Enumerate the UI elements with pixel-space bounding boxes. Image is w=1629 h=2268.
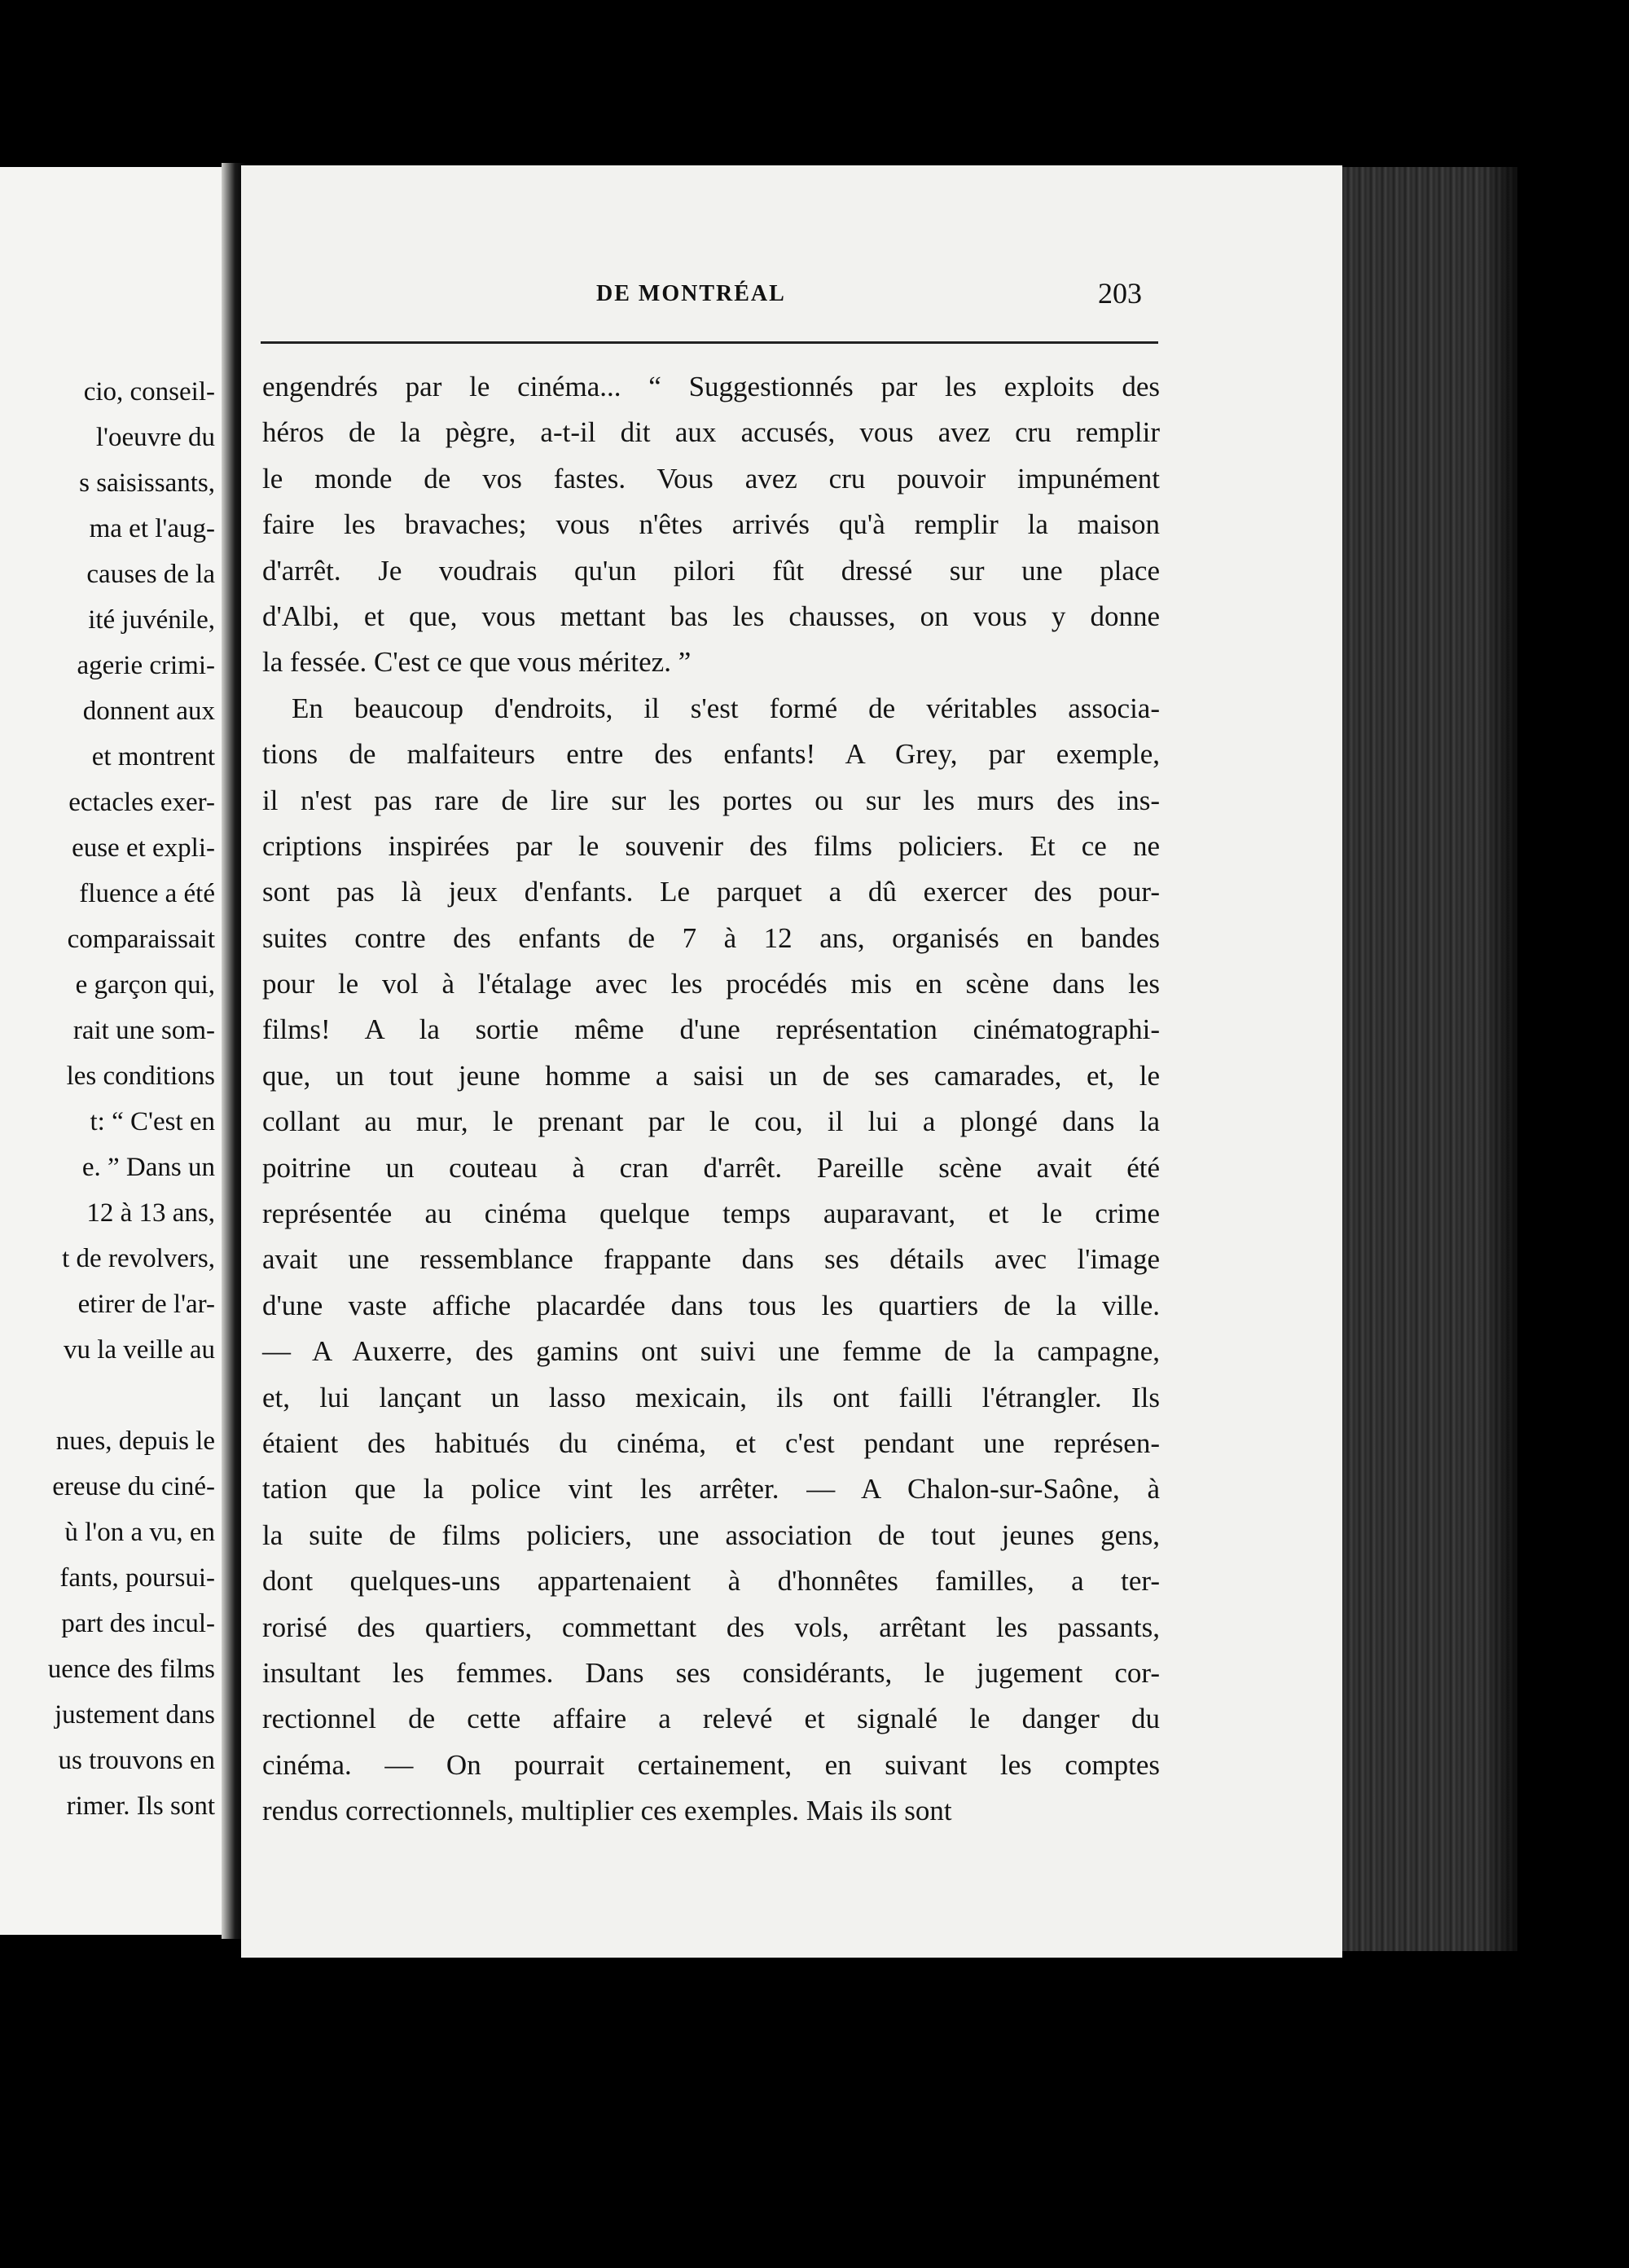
- body-line: le monde de vos fastes. Vous avez cru pouvoir impunément: [262, 462, 1160, 494]
- body-line: faire les bravaches; vous n'êtes arrivés qu'à remplir la maison: [262, 508, 1160, 541]
- body-line: engendrés par le cinéma... “ Suggestionnés par les exploits des: [262, 371, 1160, 402]
- body-line: la suite de films policiers, une association de tout jeunes gens,: [262, 1519, 1160, 1551]
- body-line: que, un tout jeune homme a saisi un de ses camarades, et, le: [262, 1059, 1160, 1092]
- left-line: s saisissants,: [79, 468, 215, 498]
- left-line: fluence a été: [79, 879, 215, 908]
- body-line: rorisé des quartiers, commettant des vols, arrêtant les passants,: [262, 1611, 1160, 1643]
- left-line: l'oeuvre du: [95, 423, 215, 452]
- body-line: En beaucoup d'endroits, il s'est formé de véritables associa-: [292, 692, 1160, 724]
- left-line: et montrent: [91, 742, 215, 771]
- page-edges-shadow: [1482, 163, 1531, 1955]
- left-line: etirer de l'ar-: [77, 1290, 215, 1319]
- left-line: ité juvénile,: [88, 605, 215, 635]
- body-line: tions de malfaiteurs entre des enfants! A Grey, par exemple,: [262, 738, 1160, 771]
- body-line: la fessée. C'est ce que vous méritez. ”: [262, 646, 692, 679]
- left-line: cio, conseil-: [83, 377, 215, 407]
- left-line: agerie crimi-: [77, 651, 215, 680]
- left-line: ereuse du ciné-: [52, 1472, 215, 1501]
- body-line: d'une vaste affiche placardée dans tous les quartiers de la ville.: [262, 1289, 1160, 1321]
- left-line: rimer. Ils sont: [66, 1791, 215, 1821]
- left-line-blank: [48, 1373, 215, 1418]
- body-line: collant au mur, le prenant par le cou, il lui a plongé dans la: [262, 1105, 1160, 1138]
- left-line: ù l'on a vu, en: [64, 1518, 215, 1547]
- left-line: t de revolvers,: [62, 1244, 215, 1273]
- left-line: donnent aux: [82, 697, 215, 726]
- body-line: cinéma. — On pourrait certainement, en suivant les comptes: [262, 1748, 1160, 1781]
- running-head: [241, 277, 1342, 314]
- left-line: ma et l'aug-: [89, 514, 215, 543]
- page-body-text: [262, 364, 1160, 1835]
- left-line: les conditions: [66, 1061, 215, 1091]
- body-line: rectionnel de cette affaire a relevé et signalé le danger du: [262, 1703, 1160, 1735]
- page-number: 203: [1098, 277, 1142, 310]
- body-line: criptions inspirées par le souvenir des films policiers. Et ce ne: [262, 829, 1160, 862]
- body-line: pour le vol à l'étalage avec les procédés mis en scène dans les: [262, 968, 1160, 1000]
- running-title: DE MONTRÉAL: [596, 281, 786, 306]
- left-line: e garçon qui,: [75, 970, 215, 1000]
- body-line: et, lui lançant un lasso mexicain, ils ont failli l'étrangler. Ils: [262, 1381, 1160, 1413]
- body-line: représentée au cinéma quelque temps auparavant, et le crime: [262, 1198, 1160, 1230]
- left-line: rait une som-: [72, 1016, 215, 1045]
- left-line: nues, depuis le: [55, 1426, 215, 1456]
- body-line: héros de la pègre, a-t-il dit aux accusés, vous avez cru remplir: [262, 416, 1160, 449]
- left-page: [0, 167, 236, 1935]
- header-rule: [261, 341, 1158, 344]
- body-line: rendus correctionnels, multiplier ces exemples. Mais ils sont: [262, 1795, 952, 1827]
- body-line: d'Albi, et que, vous mettant bas les chausses, on vous y donne: [262, 600, 1160, 632]
- left-line: t: “ C'est en: [90, 1107, 215, 1136]
- body-line: il n'est pas rare de lire sur les portes ou sur les murs des ins-: [262, 784, 1160, 816]
- left-page-text: [48, 369, 215, 1829]
- body-line: poitrine un couteau à cran d'arrêt. Pareille scène avait été: [262, 1151, 1160, 1184]
- body-line: avait une ressemblance frappante dans ses détails avec l'image: [262, 1243, 1160, 1276]
- body-line: sont pas là jeux d'enfants. Le parquet a dû exercer des pour-: [262, 876, 1160, 908]
- left-line: fants, poursui-: [59, 1563, 215, 1593]
- left-line: causes de la: [86, 560, 215, 589]
- body-line: étaient des habitués du cinéma, et c'est pendant une représen-: [262, 1426, 1160, 1459]
- left-line: justement dans: [54, 1700, 215, 1730]
- body-line: dont quelques-uns appartenaient à d'honnêtes familles, a ter-: [262, 1565, 1160, 1598]
- body-line: — A Auxerre, des gamins ont suivi une femme de la campagne,: [262, 1335, 1160, 1368]
- left-line: 12 à 13 ans,: [86, 1198, 215, 1228]
- body-line: d'arrêt. Je voudrais qu'un pilori fût dressé sur une place: [262, 554, 1160, 587]
- left-line: vu la veille au: [63, 1335, 215, 1365]
- right-page: [241, 165, 1342, 1958]
- left-line: uence des films: [47, 1655, 215, 1684]
- body-line: films! A la sortie même d'une représentation cinématographi-: [262, 1013, 1160, 1046]
- left-line: comparaissait: [67, 925, 215, 954]
- left-line: e. ” Dans un: [81, 1153, 215, 1182]
- left-line: part des incul-: [61, 1609, 215, 1638]
- body-line: insultant les femmes. Dans ses considérants, le jugement cor-: [262, 1656, 1160, 1689]
- body-line: tation que la police vint les arrêter. — A Chalon-sur-Saône, à: [262, 1473, 1160, 1505]
- left-line: us trouvons en: [58, 1746, 215, 1775]
- left-line: ectacles exer-: [68, 788, 215, 817]
- left-line: euse et expli-: [72, 833, 215, 863]
- body-line: suites contre des enfants de 7 à 12 ans, organisés en bandes: [262, 921, 1160, 954]
